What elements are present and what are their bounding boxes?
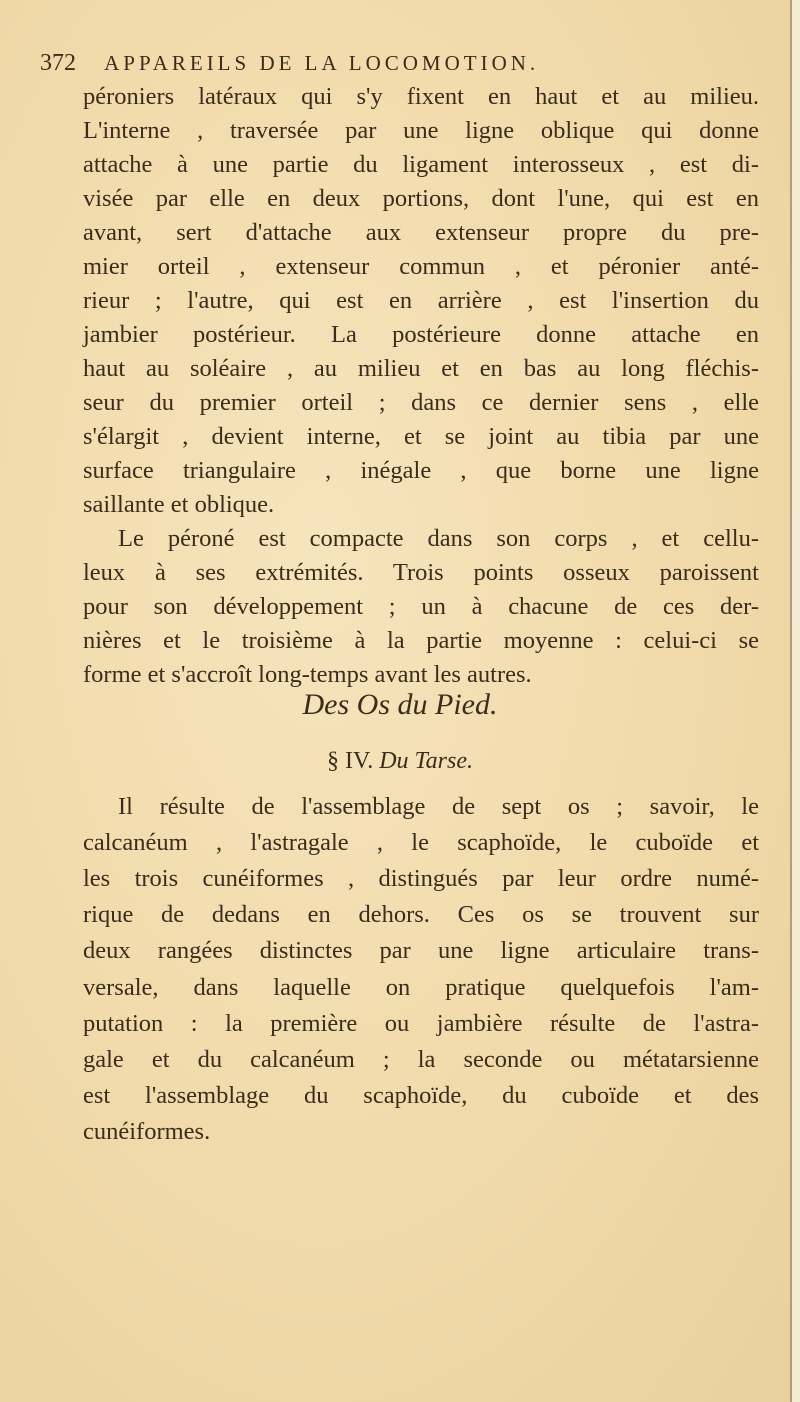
- text-line: s'élargit , devient interne, et se joint au tibia par une: [83, 423, 759, 450]
- text-line: Le péroné est compacte dans son corps , et cellu-: [118, 525, 759, 552]
- text-line: mier orteil , extenseur commun , et péronier anté-: [83, 253, 759, 280]
- text-line: surface triangulaire , inégale , que borne une ligne: [83, 457, 759, 484]
- text-line: jambier postérieur. La postérieure donne attache en: [83, 321, 759, 348]
- text-line: avant, sert d'attache aux extenseur propre du pre-: [83, 219, 759, 246]
- text-line: péroniers latéraux qui s'y fixent en haut et au milieu.: [83, 83, 759, 110]
- text-line: L'interne , traversée par une ligne oblique qui donne: [83, 117, 759, 144]
- text-line: pour son développement ; un à chacune de ces der-: [83, 593, 759, 620]
- text-line: seur du premier orteil ; dans ce dernier sens , elle: [83, 389, 759, 416]
- text-line: haut au soléaire , au milieu et en bas au long fléchis-: [83, 355, 759, 382]
- text-line: nières et le troisième à la partie moyenne : celui-ci se: [83, 627, 759, 654]
- text-line: saillante et oblique.: [83, 491, 275, 518]
- text-line: attache à une partie du ligament interosseux , est di-: [83, 151, 759, 178]
- text-line: les trois cunéiformes , distingués par leur ordre numé-: [83, 865, 759, 893]
- subsection-title: Du Tarse.: [379, 748, 474, 774]
- running-header: [40, 50, 660, 77]
- text-line: deux rangées distinctes par une ligne articulaire trans-: [83, 937, 759, 965]
- text-line: rieur ; l'autre, qui est en arrière , est l'insertion du: [83, 287, 759, 314]
- text-line: forme et s'accroît long-temps avant les autres.: [83, 661, 532, 688]
- text-line: putation : la première ou jambière résulte de l'astra-: [83, 1009, 759, 1037]
- text-line: calcanéum , l'astragale , le scaphoïde, le cuboïde et: [83, 829, 759, 857]
- text-line: versale, dans laquelle on pratique quelquefois l'am-: [83, 973, 759, 1001]
- page-number: 372: [40, 50, 76, 76]
- section-heading: Des Os du Pied.: [302, 688, 498, 721]
- text-line: cunéiformes.: [83, 1117, 211, 1145]
- running-title: APPAREILS DE LA LOCOMOTION.: [104, 51, 540, 75]
- text-line: leux à ses extrémités. Trois points osseux paroissent: [83, 559, 759, 586]
- text-line: rique de dedans en dehors. Ces os se trouvent sur: [83, 901, 759, 929]
- text-line: Il résulte de l'assemblage de sept os ; savoir, le: [118, 793, 759, 820]
- text-line: est l'assemblage du scaphoïde, du cuboïde et des: [83, 1081, 759, 1109]
- subsection-heading: [0, 748, 800, 775]
- text-line: visée par elle en deux portions, dont l'une, qui est en: [83, 185, 759, 212]
- text-line: gale et du calcanéum ; la seconde ou métatarsienne: [83, 1045, 759, 1073]
- subsection-number: § IV.: [326, 748, 374, 774]
